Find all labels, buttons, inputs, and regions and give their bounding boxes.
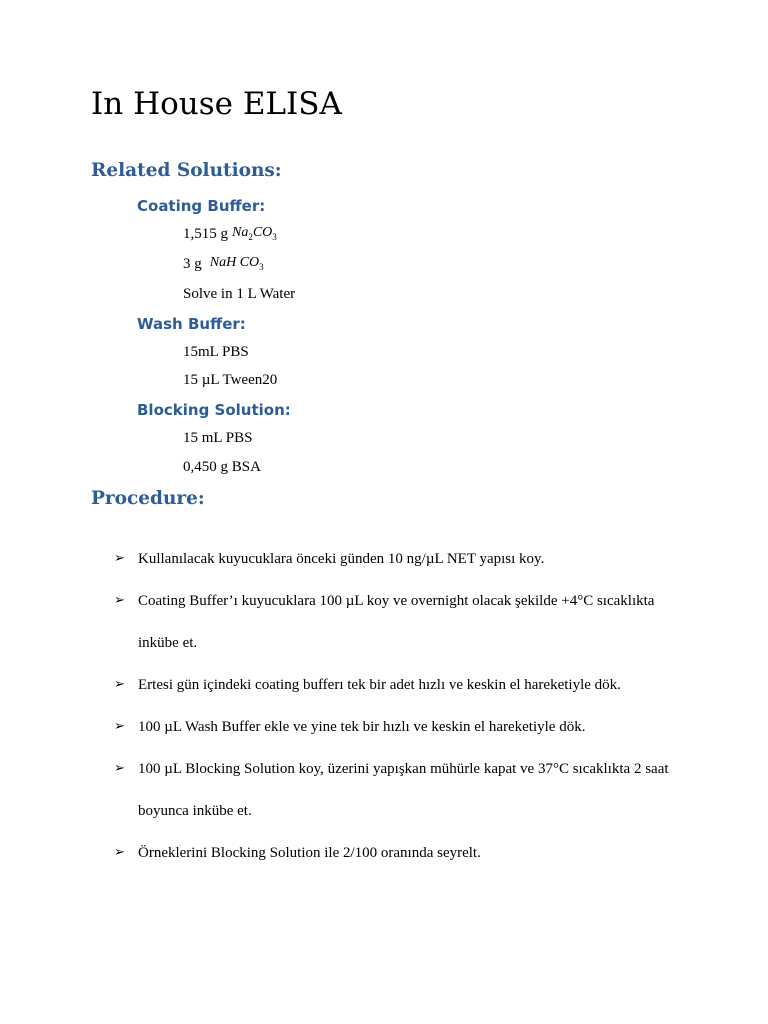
arrow-bullet-icon: ➢ — [114, 593, 125, 608]
related-solutions-heading: Related Solutions: — [91, 160, 282, 181]
formula-na2co3: $Na_2CO_3$ — [232, 225, 277, 242]
wash-item-1: 15mL PBS — [183, 344, 249, 360]
procedure-step-text: 100 µL Blocking Solution koy, üzerini yapışkan mühürle kapat ve 37°C sıcaklıkta 2 saat boyunca inkübe et. — [138, 761, 669, 819]
coating-item-2-qty: 3 g — [183, 256, 202, 272]
coating-item-1-qty: 1,515 g — [183, 226, 228, 242]
arrow-bullet-icon: ➢ — [114, 719, 125, 734]
wash-item-2: 15 µL Tween20 — [183, 372, 278, 388]
arrow-bullet-icon: ➢ — [114, 677, 125, 692]
coating-buffer-heading: Coating Buffer: — [137, 197, 266, 215]
blocking-item-1: 15 mL PBS — [183, 430, 253, 446]
procedure-step-text: Ertesi gün içindeki coating bufferı tek bir adet hızlı ve keskin el hareketiyle dök. — [138, 677, 621, 693]
arrow-bullet-icon: ➢ — [114, 761, 125, 776]
blocking-solution-heading: Blocking Solution: — [137, 401, 291, 419]
arrow-bullet-icon: ➢ — [114, 551, 125, 566]
formula-nahco3: NaH $CO_3$ — [209, 255, 264, 272]
wash-buffer-heading: Wash Buffer: — [137, 315, 246, 333]
procedure-step-text: Coating Buffer’ı kuyucuklara 100 µL koy ve overnight olacak şekilde +4°C sıcaklıkta inkübe et. — [138, 593, 655, 651]
coating-item-3: Solve in 1 L Water — [183, 286, 296, 302]
document-title: In House ELISA — [91, 86, 342, 122]
blocking-item-2: 0,450 g BSA — [183, 459, 261, 475]
procedure-heading: Procedure: — [91, 488, 205, 509]
procedure-step-text: 100 µL Wash Buffer ekle ve yine tek bir hızlı ve keskin el hareketiyle dök. — [138, 719, 586, 735]
procedure-step-text: Kullanılacak kuyucuklara önceki günden 10 ng/µL NET yapısı koy. — [138, 551, 545, 567]
arrow-bullet-icon: ➢ — [114, 845, 125, 860]
coating-item-1 — [183, 226, 277, 244]
procedure-step-text: Örneklerini Blocking Solution ile 2/100 oranında seyrelt. — [138, 845, 481, 861]
coating-item-2 — [183, 256, 264, 274]
